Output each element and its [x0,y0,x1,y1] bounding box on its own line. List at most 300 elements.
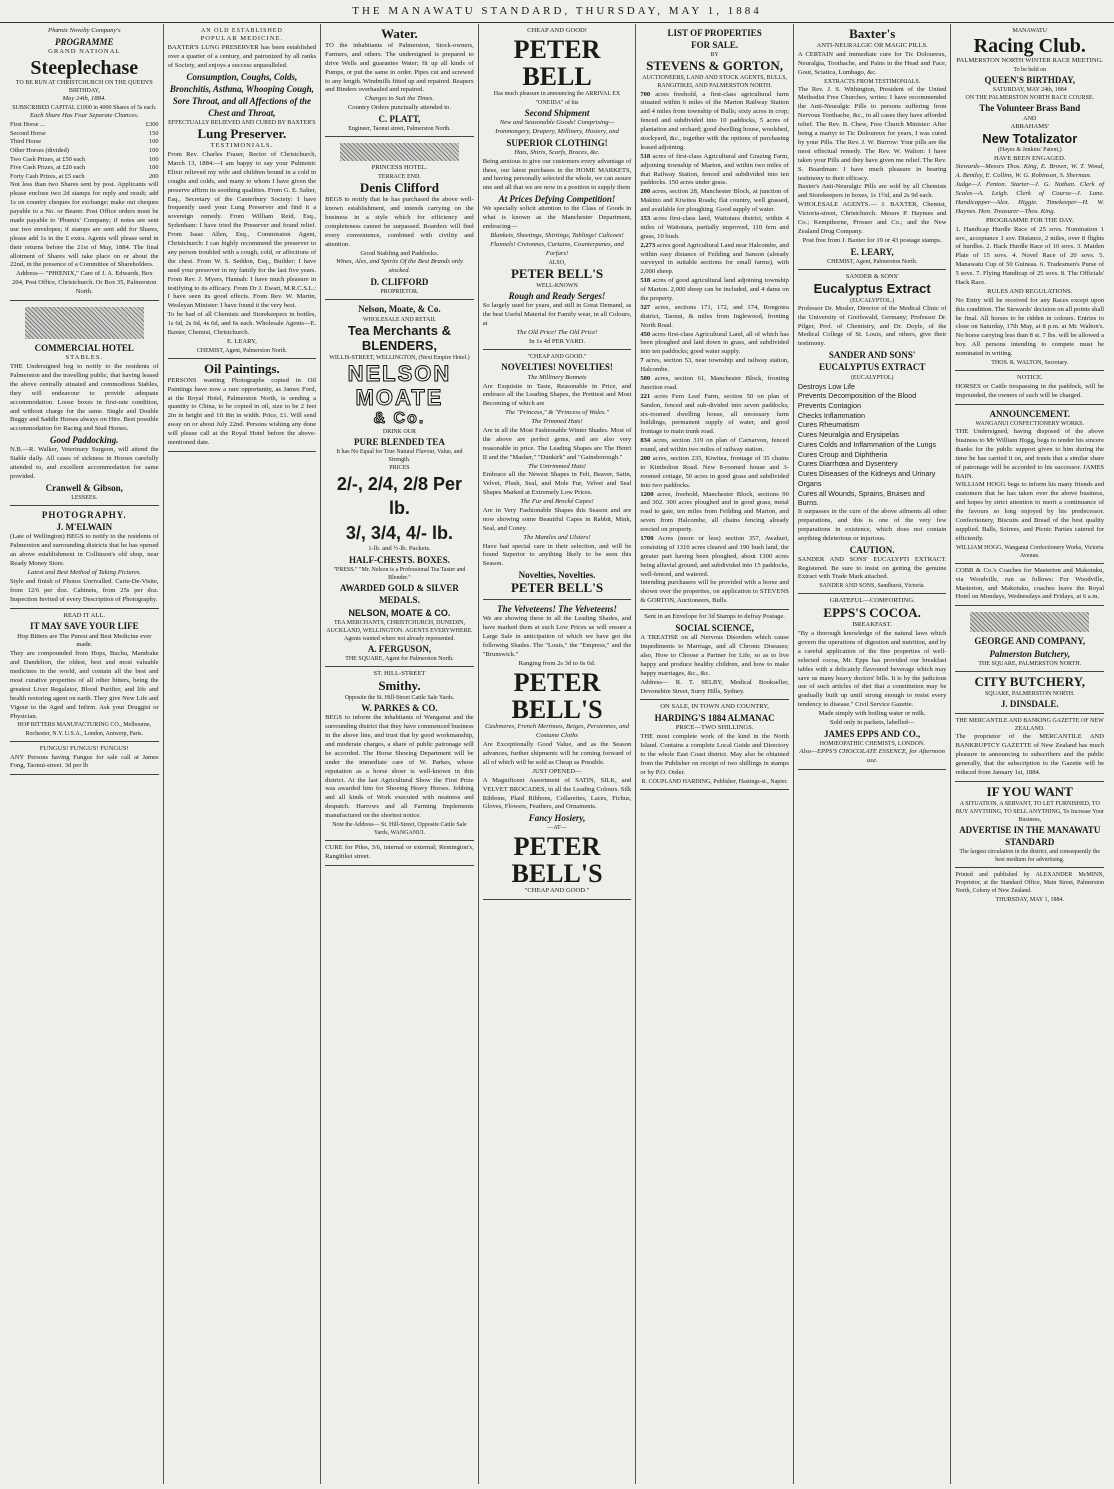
water-body: TO the inhabitants of Palmerston, Stock-owners, Farmers, and others. The undersigned is prepared to drive Wells and guarantee Water; fit up all kinds of Pumps, or put the same in order. Pipes cut and screwed to any length. Windmills fitted up and repaired. Reapers and Binders overhauled and repaired. [325,41,474,94]
epps-name: JAMES EPPS AND CO., [824,728,921,739]
property-listing [640,357,789,375]
parkes-body: BEGS to inform the inhabitants of Wanganui and the surrounding district that they have commenced business in the above line, and trust that by good workmanship, and moderate charges, a share of public patronage will be accorded. The Horse Shoeing Department will be under the immediate care of W. Parkes, whose reputation as a horse shoer is well-known in this district. At the last Agricultural Show the First Prize was awarded him for Shoeing Heavy Horses. Jobbing and all kinds of Work executed with neatness and despatch. Harrows and all Farming Implements manufactured on the shortest notice. [325,714,474,820]
cashmeres-body: Are Exceptionally Good Value, and as the Season advances, further shipments will be coming forward of all of which will be sold as Cheap as Possible. [482,741,632,766]
clothing: SUPERIOR CLOTHING! [506,137,608,148]
velveteens-range: Ranging from 2s 3d to 6s 6d. [518,659,596,667]
social-science-ad [640,610,789,700]
imprint-body: Printed and published by ALEXANDER McMINN, Proprietor, at the Standard Office, Main Street, Palmerston North, Colony of New Zealand. [955,872,1105,895]
untrimmed-body: Embrace all the Newest Shapes in Felt, Beaver, Satin, Velvet, Plush, Seal, and Mole Fur, Velvet and Seal Shapes Marked at Extremely Low Prices. [482,471,632,497]
established: AN OLD ESTABLISHED [200,28,283,34]
property-text: acres first-class land, Waitotara district, within 4 miles of Waitotara, partially improved, 110 fern and grass, 10 bush. [640,214,789,240]
lessees-name: Cranwell & Gibson, [45,482,123,493]
water-title: Water. [381,26,418,41]
property-acres: 500 [640,375,651,382]
property-acres: 200 [640,188,651,196]
wholesale-agents: WHOLESALE AGENTS.— J. BAXTER, Chemist, Victoria-street, Christchurch. Messrs P. Haymes and Co.; Kempthorne, Prosser and Co.; and the New Zealand Drug Company. [797,201,947,235]
confectionery-ad [955,405,1104,564]
totalizator-sub: (Hayes & Jenkins' Patent,) [997,147,1062,154]
prize-row: Two Cash Prizes, at £50 each 100 [10,155,159,163]
epps-chocolate: Also—EPPS'S CHOCOLATE ESSENCE, for Afternoon use. [799,748,945,765]
property-text: acres of good agricultural land adjoining township of Marton. 2,000 sheep can be included, and 4 dams on the property. [640,277,789,302]
prize-row: Five Cash Prizes, at £20 each 100 [10,164,159,172]
notice-title: NOTICE. [1016,374,1043,382]
velveteens-body: We are showing these in all the Leading Shades, and have marked them at such Low Prices as will ensure a Large Sale in anticipation of which we have got the following Shades. The "Louis," the "Empress," and the "Brunswick." [482,615,632,658]
mantles-title: The Mantles and Ulsters! [523,533,591,541]
coach-body: COBB & Co.'s Coaches for Masterton and Makotuku, via Woodville, run as follows: For Woodville, Masterton, and Makotuku, coaches leave the Royal Hotel on Mondays, Wednesdays and Fridays, at 6 a.m. [955,566,1105,601]
lessees-label: LESSEES. [71,495,98,502]
photography-prices: Style and finish of Photos Unrivalled. Carte-De-Visite, from 12/6 per doz. Cabinets, from 25s per doz. Inspection Invited of every Description of Photography. [10,577,159,603]
property-listing [640,304,789,331]
city-sub: SQUARE, PALMERSTON NORTH. [984,690,1075,697]
property-text: acres, section 28, Manchester Block, at junction of Makino and Kiwitea Roads; flat country, well grassed, and available for ploughing. Good supply of water. [640,188,789,214]
property-text: Acres (more or less) section 357, Awahuri, consisting of 1310 acres cleared and 190 bush land, the greater part having been ploughed, about 1300 acres being alluvial ground, and subdivided into 15 paddocks, well-fenced, and watered. [640,535,789,578]
race-course: ON THE PALMERSTON NORTH RACE COURSE. [965,95,1095,102]
steeplechase-title: Steeplechase [30,56,139,79]
property-acres: 200 [640,455,651,463]
gazette-body: The proprietor of the MERCANTILE AND BANKRUPTCY GAZETTE of New Zealand has much pleasure in announcing to subscribers and the public generally, that the subscription to the Gazette will be reduced from January 1st, 1884. [955,733,1105,776]
peter-body-3: We specially solicit attention to the Class of Goods in what is known as the Manchester Department, embracing— [482,205,632,231]
programme-heading: PROGRAMME [55,36,114,47]
piles-ad [325,841,474,866]
newspaper-columns [6,24,1108,1484]
social-title: SOCIAL SCIENCE, [675,623,754,634]
city-butchery-ad [955,672,1104,714]
millinery-title: The Millinery Bonnets [527,373,587,381]
almanac-ad [640,700,789,789]
parkes-name: W. PARKES & CO. [361,703,438,714]
platt-sub: Engineer, Taonui street, Palmerston North. [348,126,451,133]
eucalyptus-title: Eucalyptus Extract [813,280,931,296]
peter-bells-4: PETER BELL'S [511,667,603,725]
epps-body: "By a thorough knowledge of the natural laws which govern the operations of digestion and nutrition, and by a careful application of the fine properties of well-selected cocoa, Mr. Epps has provided our breakfast tables with a delicately flavoured beverage which may save us many heavy doctors' bills. It is by the judicious use of such articles of diet that a constitution may be gradually built up until strong enough to resist every tendency to disease." Civil Service Gazette. [797,630,947,709]
to-be-held: To be held on [1013,66,1047,73]
clifford-name: Denis Clifford [359,180,439,196]
property-text: acres freehold, a first-class agricultural farm situated within 6 miles of the Marton Railway Station and 4 miles from township of Bulls; sixty acres in crop; fenced and subdivided into 10 paddocks, 5 acres of plantation and orchard; good dwelling house, woolshed, stockyard, &c., together with the options of purchasing leased adjoining. [640,90,789,151]
property-listing [640,188,789,215]
ferguson-sub: THE SQUARE, Agent for Palmerston North. [345,656,454,663]
social-address: Address— R. T. SELBY, Medical Bookseller, Devonshire Street, Surry Hills, Sydney. [640,678,789,695]
princess-hotel-ad [325,137,474,300]
also: ALSO, [548,259,566,266]
bitters-body: They are compounded from Hops, Buchu, Mandrake and Dandelion, the oldest, best and most valuable medicines in the world, and contain all the best and most curative properties of all other bitters, being the greatest Liver Regulator, Blood Purifier, and life and health restoring agent on earth. They give New Life and Vigour to the Aged and Infirm. Ask your Druggist or Physician. [10,650,159,720]
parkes-note: Note the Address— St. Hill-Street, Opposite Cattle Sale Yards, WANGANUI. [332,821,467,837]
paddocking: Good Paddocking. [50,435,119,446]
imprint [955,868,1104,906]
bonnets: The "Princess," & "Princess of Wales." [505,409,609,417]
caution-body: SANDER AND SONS' EUCALYPTI EXTRACT. Registered. Be sure to insist on getting the genuine Extract with Trade Mark attached. [797,555,947,581]
epps-made: Made simply with boiling water or milk. [818,710,926,718]
phoenix-body: Not less than two Shares sent by post. Applicants will please enclose two 2d stamps for reply and result; add 1s on country cheques for exchange; make out cheques payable to a No. or Bearer. Post Office orders must be made payable to 'Phœnix' Company; if notes are sent use two envelopes; if stamps are sent add for Shares, please add 1s in the £ extra. Agents will please send in their returns before the 21st of May, 1884. The final allotment of Shares will take place on or about the 22nd, in the presence of a Committee of Shareholders. [10,181,159,269]
ailments: Consumption, Coughs, Colds, Bronchitis, Asthma, Whooping Cough, Sore Throat, and all Affections of the Chest and Throat, [169,71,314,119]
well-known: WELL-KNOWN [536,282,578,289]
property-text: acres, sections 171, 172, and 174, Rongotea district, Taonui, & miles from Inglewood, fronting North Road. [640,303,789,329]
stabling: Good Stabling and Paddocks. [360,249,439,257]
velveteens-title: The Velveteens! The Velveteens! [497,604,617,615]
city-butchery: CITY BUTCHERY, [974,673,1086,689]
testimonials-body: From Rev. Charles Fraser, Rector of Christchurch, March 13, 1884:—I am happy to say your Pulmonic Elixir relieved my wife and children bound in a cold in coughs and colds, and many to whom I have given the preserve affirm its soothing qualities. From G. E. Salter, Esq., Secretary of the Canterbury Society: I have frequently used your Lung Preserver and find it a sovereign remedy. From William Reid, Esq., Sydenham: I have tried the Preserver and found relief. From Isaac Allen, Esq., Commission Agent, Christchurch: I can highly recommend the preserver to any person troubled with a cough, cold, or affections of the chest. From W. S. Seddon, Esq., Builder: I have used your preserver in my family for the last five years. From Rev. J. Myers, Hannah: I have much pleasure in testifying to its efficacy. From Dr J. Ewart, M.R.C.S.L.: I have seen its good effects. From Rev. W. Martin, Wesleyan Minister: I have found it the very best. [167,151,317,310]
velveteens-ad [483,600,632,900]
eucalyptus-use: Cures Rheumatism [797,420,860,430]
peter-footer: "CHEAP AND GOOD." [524,887,590,895]
photographer-name: J. M'ELWAIN [56,522,113,533]
eucalyptus-use: Destroys Low Life [797,381,856,391]
capital: SUBSCRIBED CAPITAL £1000 in 4000 Shares of 5s each. [12,105,157,111]
epps-sold: Sold only in packets, labelled— [829,719,915,727]
abrahams: ABRAHAMS' [1010,122,1050,130]
nelson-address: WILLIS-STREET, WELLINGTON, (Next Empire Hotel.) [329,354,470,361]
race-date: May 24th, 1884. [62,95,106,103]
tea-merchants: Tea Merchants & BLENDERS, [347,322,451,353]
peter-intro: Has much pleasure in announcing the ARRIVAL EX "ONEIDA" of his [493,91,621,106]
eucalyptus-2: EUCALYPTUS EXTRACT [818,362,926,373]
lung-preserver-ad [168,24,317,359]
programme-for-day: PROGRAMME FOR THE DAY. [986,216,1074,224]
property-acres: 1700 [640,535,654,543]
property-listing [640,455,789,491]
venue: TO BE RUN AT CHRISTCHURCH ON THE QUEEN'S BIRTHDAY, [15,79,153,95]
advertise-ad [955,782,1104,869]
testimonials-heading: TESTIMONIALS. [210,142,274,150]
clifford-body: BEGS to notify that he has purchased the above well-known establishment, and intends carrying on the business in a style which for efficiency and completeness cannot be surpassed. Boarders will find every convenience, combined with civility and attention. [325,196,474,248]
property-list [640,91,789,580]
extracts-heading: EXTRACTS FROM TESTIMONIALS. [824,78,921,85]
column-2 [164,24,322,1484]
property-acres: 153 [640,214,651,222]
officials: Judge—J. Fenton. Starter—J. G. Nathan. Clerk of Scales—A. Leigh. Clerk of Course—J. Lane. Handicapper—Alex. Higgie. Timekeeper—H. W. Haynes. Hon. Treasurer—Thos. King. [955,181,1105,215]
no-equal: It has No Equal for True Natural Flavour, Value, and Strength. [336,448,463,463]
property-text: acres, section 53, near township and railway station, Halcombe. [640,357,789,374]
trimmed-title: The Trimmed Hats! [531,418,583,426]
eucalyptus-body: Professor Dr. Mosler, Director of the Medical Clinic of the University of Greifswald, Germany; Professor Dr. Pilger, Prof. of Chemistry, and Dr. Doyle, of the Medical College of St. Louis, and others, give their testimony. [797,304,947,348]
social-body: A TREATISE on all Nervous Disorders which cause Impediments to Marriage, and all Chronic Diseases; also, How to Choose a Partner for Life, so as to live happy and produce healthy children, and how to make happy marriages, &c., &c. [640,634,789,677]
property-acres: 700 [640,90,651,98]
prize-row: Third Horse 100 [10,138,159,146]
column-1 [6,24,164,1484]
harding-body: THE most complete work of the kind in the North Island. Contains a complete Local Guide and Directory to the whole East Coast district. May also be obtained from the Publisher on receipt of two shillings in stamps or by P.O. Order. [640,733,789,776]
property-text: acres first-class Agricultural Land, all of which has been ploughed and laid down in grass, and subdivided into ten paddocks; good water supply. [640,330,789,356]
photography-title: PHOTOGRAPHY. [41,510,127,521]
masthead: THE MANAWATU STANDARD, THURSDAY, MAY 1, 1884 [0,0,1114,23]
hotel-title: COMMERCIAL HOTEL [34,343,134,354]
smithy-ad [325,667,474,841]
coach-illustration [25,307,144,339]
if-you-want: IF YOU WANT [986,783,1073,799]
property-listing [640,437,789,455]
property-acres: 518 [640,152,651,160]
property-listing [640,331,789,358]
water-note: Country Orders punctually attended to. [347,104,451,112]
serges: Rough and Ready Serges! [508,290,606,301]
property-listing [640,215,789,242]
platt-name: C. PLATT, [378,114,421,125]
property-text: acres, freehold, Manchester Block, sections 90 and 302. 300 acres ploughed and in good grass, metal road to gate, ten miles from Feilding and Marton, and seven from Halcombe, all chains fencing already erected on property. [640,490,789,534]
anti-sold: Baxter's Anti-Neuralgic Pills are sold by all Chemists and Storekeepers in boxes, 1s 1½d, and 2s 9d each. [797,183,947,200]
peter-body-2: Being anxious to give our customers every advantage of these, our latest purchases in the HOME MARKETS, and having personally selected the whole, we can assure one and all that we are now in a position to supply them [482,157,632,192]
harding-publisher: R. COUPLAND HARDING, Publisher, Hastings-st., Napier. [641,778,788,785]
cured-by: EFFECTUALLY RELIEVED AND CURED BY BAXTER'S [168,120,316,127]
property-listing [640,375,789,393]
at-label: —AT— [547,825,567,832]
untrimmed-title: The Untrimmed Hats! [528,462,586,470]
smithy-sub: Opposite the St. Hill-Street Cattle Sale Yards. [344,695,455,702]
hotel-body: THE Undersigned beg to notify to the residents of Palmerston and the travelling public, that having leased the above centrally situated and commodious Stables, they will endeavour to provide adequate accommodation. Loose boxes in first-rate condition, and without charge for the same. Single and Double Buggy and Saddle Horses always on Hire. Best possible accommodation for Racing and Stud Horses. [10,363,159,433]
phoenix-header: Phœnix Novelty Company's [48,27,121,34]
popular-medicine: POPULAR MEDICINE. [200,35,284,43]
envelope-note: Sent in an Envelope for 3d Stamps to defray Postage. [644,613,785,621]
property-acres: 834 [640,437,651,445]
proprietor-name: D. CLIFFORD [370,277,429,288]
sander-signature: SANDER AND SONS, Sandhurst, Victoria. [819,583,926,590]
square-address: THE SQUARE, PALMERSTON NORTH. [978,660,1082,667]
phoenix-address: Address— "PHŒNIX," Care of J. A. Edwards, Box 204, Post Office, Christchurch. Or Box 35, Palmerston North. [12,270,157,296]
hogg-signature: WILLIAM HOGG, Wanganui Confectionery Works, Victoria Avenue. [956,544,1104,559]
ferguson-name: A. FERGUSON, [367,643,432,654]
property-listing [640,491,789,535]
price-line-2: 3/, 3/4, 4/- lb. [345,522,453,543]
boxes: HALF-CHESTS. BOXES. [349,554,450,565]
baxter-pills-ad [798,24,947,270]
smithy-title: Smithy. [378,678,421,694]
prize-row: Forty Cash Prizes, at £5 each 200 [10,172,159,180]
oil-paintings-ad [168,359,317,452]
nmc-name: NELSON, MOATE & CO. [348,607,451,618]
palmerston-butchery: Palmerston Butchery, [989,648,1071,659]
nelson-sub: WHOLESALE AND RETAIL [362,316,437,323]
prize-list [10,121,159,181]
prices-defying: At Prices Defying Competition! [498,194,616,205]
grand-national: GRAND NATIONAL [48,48,121,56]
races-list: 1. Handicap Hurdle Race of 25 sovs. Nomination 1 sov., acceptance 1 sov. Distance, 2 miles, over 8 flights of hurdles. 2. Hack Hurdle Race of 10 sovs. 3. Maiden Plate of 15 sovs. 4. Novel Race of 20 sovs. 5. Manawatu Cup of 50 Guineas. 6. Tradesmen's Purse of 5 sovs. 7. Flying Handicap of 25 sovs. 8. The Officials' Hack Race. [955,225,1105,287]
novelties-2: Novelties, Novelties. [518,570,596,581]
eucalyptus-use: Cures Colds and Inflammation of the Lungs [797,439,937,449]
column-3 [321,24,479,1484]
phoenix-steeplechase-ad [10,24,159,301]
property-acres: 518 [640,277,651,285]
eucalyptus-ad [798,270,947,595]
race-day-date: SATURDAY, MAY 24th, 1884 [992,87,1067,94]
notice-body: HORSES or Cattle trespassing in the paddock, will be impounded, the owners of such will be charged. [955,383,1105,399]
bitters-sub: Hop Bitters are The Purest and Best Medicine ever made. [17,632,152,649]
wanted-body: A SITUATION, A SERVANT, TO LET FURNISHED, TO BUY ANYTHING, TO SELL ANYTHING, To Increase Your Business, [955,800,1104,823]
eucalyptus-use: Cures Diseases of the Kidneys and Urinary Organs [797,469,936,488]
eucalyptus-use: Prevents Decomposition of the Blood [797,391,917,401]
fungus-title: FUNGUS! FUNGUS! FUNGUS! [39,744,129,752]
new-goods: New and Seasonable Goods! Comprising— [499,118,615,126]
property-text: acres, section 235, Kiwitea, frontage of 35 chains to Kimbolton Road. New 8-roomed house and 3-roomed cottage, 50 acres in good grass and subdivided into two paddocks. [640,455,789,489]
brass-band: The Volunteer Brass Band [979,103,1081,114]
hotel-illustration [340,143,459,161]
stewards: Stewards—Messrs Thos. King, E. Brown, W. T. Wood, A. Bentley, E. Collins, W. G. Robinson, S. Sherman. [955,163,1105,180]
property-acres: 2,273 [640,241,656,249]
announcement: ANNOUNCEMENT. [989,408,1071,419]
trimmed-body: Are in all the Most Fashionable Winter Shades. Most of the above are perfect gems, and are also very reasonable in price. The Leading Shapes are The Henri II and the "Masher," "Dunkirk" and "Gainsborough." [482,426,632,461]
harding-price: PRICE—TWO SHILLINGS. [675,724,754,732]
agents-wanted: Agents wanted where not already represented. [343,635,455,642]
cashmeres: Cashmeres, French Merinoes, Beiges, Persiennes, and Costume Cloths [485,723,630,740]
just-opened: JUST OPENED— [532,767,582,775]
peter-bells-5: PETER BELL'S [511,831,603,888]
second-shipment: Second Shipment [524,107,590,118]
peter-bell-title: PETER BELL [513,34,601,92]
and-label: AND [1023,115,1037,122]
dinsdale: J. DINSDALE. [1000,698,1059,709]
epps-cocoa-ad [798,594,947,770]
property-listing [640,277,789,304]
bull-illustration [970,612,1089,632]
millinery-body: Are Exquisite in Taste, Reasonable in Price, and embrace all the Leading Shapes, the Prettiest and Most Becoming of which are [482,382,632,408]
advertise: ADVERTISE IN THE MANAWATU STANDARD [959,824,1101,847]
awarded: AWARDED GOLD & SILVER MEDALS. [339,583,459,606]
pure-tea: PURE BLENDED TEA [354,436,445,447]
property-listing [640,393,789,437]
property-text: acres, section 319 on plan of Carnarvon, fenced round, and within two miles of railway station. [640,437,789,454]
property-text: acres good Agricultural Land near Halcombe, and within easy distance of Feilding and Sanson (already surveyed in suitable sections for small farms), with 2,000 sheep. [640,241,789,276]
racing-sub: PALMERSTON NORTH WINTER RACE MEETING. [956,57,1104,65]
photography-ad [10,506,159,608]
bitters-maker: HOP BITTERS MANUFACTURING CO., Melbourne, Rochester, N.Y. U.S.A., London, Antwerp, Paris. [17,722,152,737]
for-sale: FOR SALE. [691,40,739,51]
smithy-street: ST. HILL-STREET [373,670,426,678]
nelson-moate-ad [325,300,474,667]
confectionery-title: WANGANUI CONFECTIONERY WORKS. [975,420,1085,427]
serges-body: So largely used for years, and still in Great Demand, as the best Useful Material for Family wear, in all Colours, at [482,301,632,327]
leary-sub: CHEMIST, Agent, Palmerston North. [827,258,918,265]
photography-latest: Latest and Best Method of Taking Pictures. [27,568,142,576]
property-acres: 1200 [640,490,654,498]
fur-title: The Fur and Brocké Capes! [520,498,594,506]
eucalyptus-note: It surpasses in the cure of the above ailments all other preparations, and this is one of the very few preparations in existence, which does not contain anything deleterious or injurious. [797,507,947,542]
sander-2: SANDER AND SONS' [828,350,916,361]
property-acres: 7 [640,357,644,365]
fungus-body: ANY Persons having Fungus for sale call at James Fong, Taonui-street. 3d per lb [10,753,159,770]
coach-ad [955,564,1104,607]
stevens-gorton: STEVENS & GORTON, [646,58,784,74]
gazette-title: THE MERCANTILE AND BANKING GAZETTE OF NEW ZEALAND. [955,717,1104,733]
property-acres: 327 [640,303,651,311]
hotel-note: N.B.—R. Walker, Veterinary Surgeon, will attend the Stable daily. All cases of sickness in Horses carefully attended to, and excellent accommodation for same provided. [10,446,159,481]
water-ad [325,24,474,137]
novelties-ad [483,350,632,600]
eucalyptus-use: Cures Croup and Diphtheria [797,449,888,459]
queens-birthday: QUEEN'S BIRTHDAY, [984,75,1076,86]
property-text: acres Fern Leaf Farm, section 50 on plan of Sandon, fenced and sub-divided into seven paddocks; six-roomed dwelling house, all necessary farm buildings, permanent supply of water, and good frontage to main trunk road. [640,392,789,436]
eucalyptol-2: (EUCALYPTOL) [850,374,894,381]
eucalyptus-use: Prevents Contagion [797,401,862,411]
eucalyptus-use: Checks Inflammation [797,410,865,420]
peter-bell-ad [483,24,632,350]
property-text: acres of first-class Agricultural and Grazing Farm, adjoining township of Marton, and within two miles of that Railway Station, fenced and subdivided into ten paddocks. 150 acres under grass. [640,152,789,187]
engaged: HAVE BEEN ENGAGED. [994,154,1066,162]
grateful: GRATEFUL—COMFORTING. [829,597,915,605]
proprietor-label: PROPRIETOR. [380,289,419,296]
properties-title: LIST OF PROPERTIES [667,28,762,38]
cheap-and-good: CHEAP AND GOOD! [527,27,587,34]
lung-preserver-title: Lung Preserver. [197,126,287,142]
on-sale: ON SALE, IN TOWN AND COUNTRY, [660,703,769,711]
per-yard: In 1s 4d PER YARD. [529,337,586,345]
wines: Wines, Ales, and Spirits Of the Best Brands only stocked. [335,258,463,275]
eucalyptol: (EUCALYPTOL.) [850,297,895,304]
walton-signature: THOS. R. WALTON, Secretary. [991,360,1069,367]
co-logo: & Co. [373,410,426,428]
chances: Each Share Has Four Separate Chances. [30,112,139,120]
nelson-logo: NELSON [347,360,452,386]
property-text: acres, section 61, Manchester Block, fronting Junction road. [640,375,789,391]
hogg-body: WILLIAM HOGG begs to inform his many friends and customers that he has taken over the above business, and hopes by strict attention to merit a continuance of the favours so long enjoyed by his predecessor. Confectionery, Biscuits and Bread of the best quality supplied. Balls, Soirees, and Picnic Parties catered for efficiently. [955,481,1105,542]
fur-body: Are in Very Fashionable Shapes this Season and are now showing some Beautiful Capes in Rabbit, Mink, Seal, and Coney. [482,506,632,532]
cities: TEA MERCHANTS, CHRISTCHURCH, DUNEDIN, AUCKLAND, WELLINGTON. AGENTS EVERYWHERE. [326,619,473,634]
sander-head: SANDER & SONS' [845,272,899,280]
homeopathic: HOMŒOPATHIC CHEMISTS, LONDON. [819,741,925,748]
agent-sub: CHEMIST, Agent, Palmerston North. [196,347,287,354]
confectionery-body: THE Undersigned, having disposed of the above business to Mr William Hogg, begs to tender his sincere thanks for the public support given to him during the time he has carried it on, and trusts that a similar share of patronage will be accorded to his successor. JAMES BAIN. [955,428,1105,480]
hats: Hats, Shirts, Scarfs, Braces, &c. [514,148,600,156]
charges: Charges to Suit the Times. [364,95,435,103]
anti-body: A CERTAIN and immediate cure for Tic Doloureux, Neuralgia, Toothache, and Pains in the Head and Face, Gout, Sciatica, Lumbago, &c. [797,50,947,76]
property-listing [640,535,789,579]
notice-ad [955,371,1104,405]
moate-logo: MOATE [355,384,444,410]
nelson-head: Nelson, Moate, & Co. [358,304,441,315]
by-label: BY [710,52,719,59]
terrace: TERRACE END. [378,174,421,181]
racing-club-ad [955,24,1104,371]
rules-heading: RULES AND REGULATIONS. [987,287,1073,295]
novelties-title: NOVELTIES! NOVELTIES! [501,362,613,373]
novelties-head: "CHEAP AND GOOD." [527,354,587,361]
press-quote: "PRESS." "Mr. Nelson is a Professional Tea Taster and Blender." [333,567,466,582]
butchery-ad [955,606,1104,671]
hop-bitters-ad [10,609,159,742]
ironmongery: Ironmongery, Drapery, Millinery, Hosiery, and [495,127,619,135]
blankets: Blankets, Sheetings, Shirtings, Tablings! Calicoes! Flannels! Cretonnes, Curtains, Counterpanes, and Forfars! [490,232,624,257]
prize-row: Other Horses (divided) 100 [10,146,159,154]
advertise-body: The largest circulation in the district, and consequently the best medium for advertising. [959,849,1101,864]
column-5 [636,24,794,1484]
firm-sub: AUCTIONEERS, LAND AND STOCK AGENTS, BULLS, RANGITIKEI, AND PALMERSTON NORTH. [642,75,788,90]
photography-body: (Late of Wellington) BEGS to notify to the residents of Palmerston and surrounding districts that he has opened an above establishment in Collinson's old shop, near Ready Money Store. [10,533,159,568]
racing-title: Racing Club. [973,35,1086,58]
bitters-title: IT MAY SAVE YOUR LIFE [29,621,139,632]
properties-footer: Intending purchasers will be provided with a horse and shown over the properties, on application to STEVENS & GORTON, Auctioneers, Bulls. [640,579,789,605]
lung-body: BAXTER'S LUNG PRESERVER has been established over a quarter of a century, and patronized by all ranks of Society, and enjoys a success unparalleled. [167,43,317,69]
totalizator: New Totalizator [982,130,1078,146]
club-head: MANAWATU [1012,28,1048,34]
property-listing [640,91,789,153]
fancy-hosiery: Fancy Hosiery, [528,813,586,824]
anti-neuralgic: ANTI-NEURALGIC OR MAGIC PILLS. [816,41,928,49]
uses-list [798,382,947,508]
anti-testimonials: The Rev. J. S. Withington, President of the United Methodist Free Churches, writes: I have recommended the Anti-Neuralgic Pills to persons suffering from Nervous Toothache, &c., in all cases they have afforded relief. The Rev. B. Chew, Free Church Minister: After being a martyr to Tic Doloureux for years, I was cured by your Pills. The Rev. J. W. Burrow: Your pills are the most effectual remedy. The Rev. W. Walton: I have taken your Pills and they have given me relief. The Rev. S. Boardman: I have much pleasure in bearing testimony to their efficacy. [797,85,947,182]
breakfast: BREAKFAST. [852,621,892,629]
price-line-1: 2/-, 2/4, 2/8 Per lb. [336,474,462,519]
eucalyptus-use: Cures all Wounds, Sprains, Bruises and Burns. [797,488,925,508]
property-acres: 221 [640,392,651,400]
princess-title: PRINCESS HOTEL. [371,164,428,172]
property-acres: 450 [640,330,651,338]
prize-row: Second Horse 150 [10,129,159,137]
drink-our: DRINK OUR [382,428,417,435]
piles-body: CURE for Piles, 3/6, internal or external; Remington's, Rangitikei street. [325,844,474,861]
gazette-ad [955,714,1104,782]
hotel-subtitle: STABLES. [65,354,104,362]
prices-label: PRICES [389,465,410,472]
baxter-title: Baxter's [849,26,896,41]
peter-bells-3: PETER BELL'S [510,580,604,596]
george-company: GEORGE AND COMPANY, [974,636,1086,647]
bitters-head: READ IT ALL. [63,611,106,619]
agent-name: E. LEARY, [226,337,257,345]
